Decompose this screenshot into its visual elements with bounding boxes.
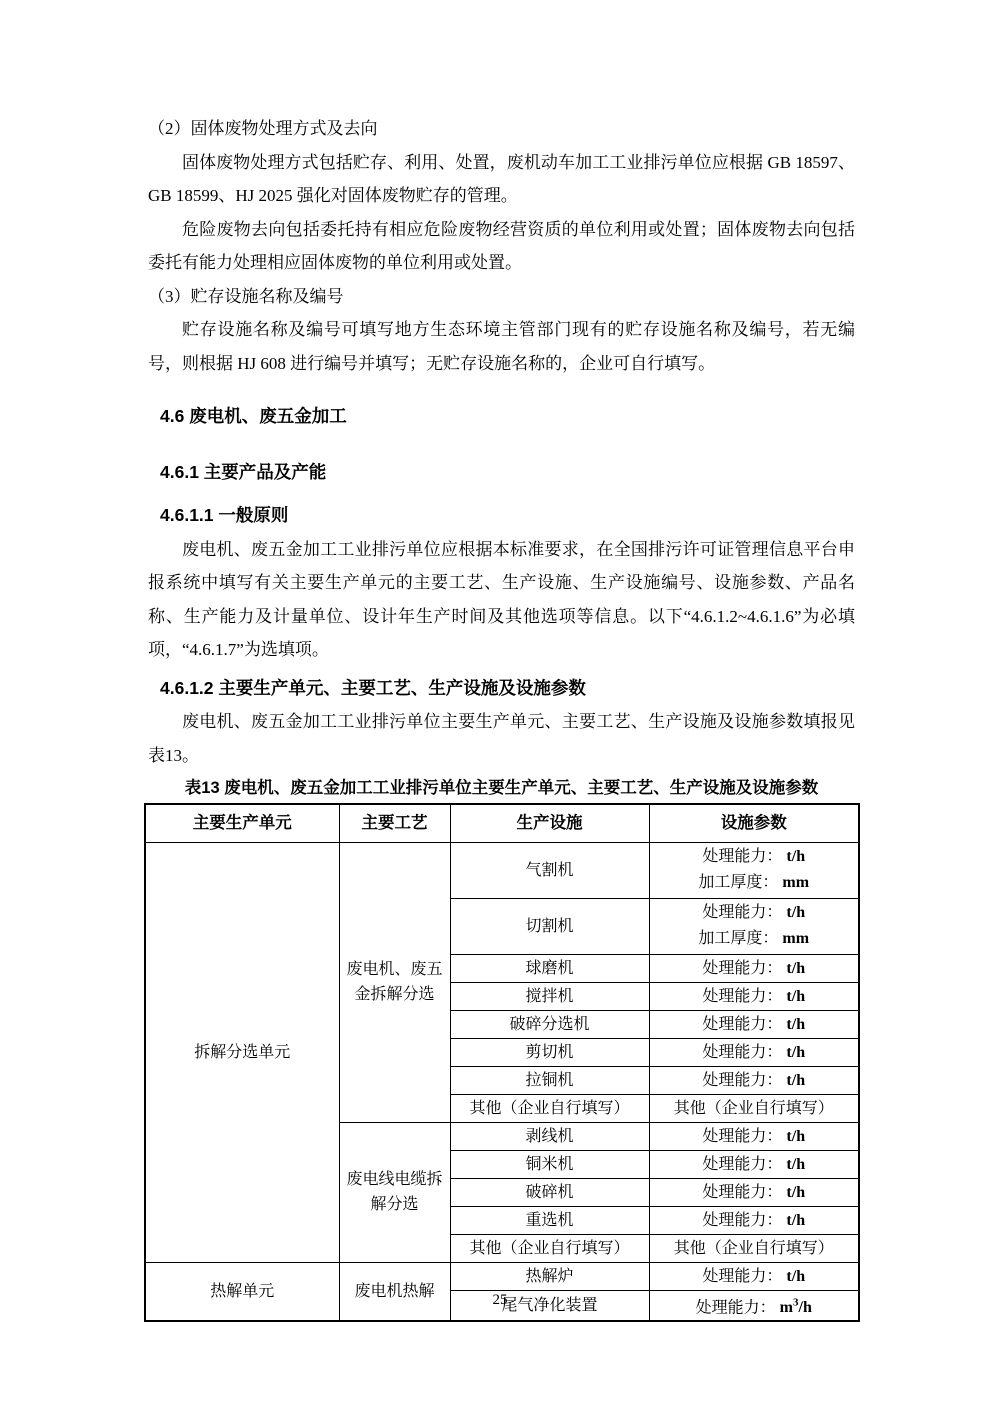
cell-params: 处理能力： t/h — [649, 1066, 859, 1094]
cell-params: 处理能力： t/h — [649, 1122, 859, 1150]
page-number: 25 — [492, 1292, 508, 1308]
cell-params: 处理能力： t/h 加工厚度： mm — [649, 898, 859, 954]
cell-device: 破碎分选机 — [450, 1010, 649, 1038]
cell-params: 处理能力： t/h — [649, 1038, 859, 1066]
table-row — [145, 842, 859, 898]
paragraph-general-principles: 废电机、废五金加工工业排污单位应根据本标准要求，在全国排污许可证管理信息平台申报系统中填写有关主要生产单元的主要工艺、生产设施、生产设施编号、设施参数、产品名称、生产能力及计量单位、设计年生产时间及其他选项等信息。以下“4.6.1.2~4.6.1.6”为必填项，“4.6.1.7”为选填项。 — [148, 539, 855, 659]
table-13-caption: 表13 废电机、废五金加工工业排污单位主要生产单元、主要工艺、生产设施及设施参数 — [184, 779, 819, 797]
cell-device: 气割机 — [450, 842, 649, 898]
cell-device: 重选机 — [450, 1206, 649, 1234]
heading-4-6-1: 4.6.1 主要产品及产能 — [160, 461, 327, 482]
cell-params: 处理能力： t/h — [649, 954, 859, 982]
heading-4-6: 4.6 废电机、废五金加工 — [160, 406, 347, 426]
cell-params: 处理能力： t/h 加工厚度： mm — [649, 842, 859, 898]
cell-process-motor-pyrolysis: 废电机热解 — [339, 1262, 450, 1321]
paragraph-hazardous-waste: 危险废物去向包括委托持有相应危险废物经营资质的单位利用或处置；固体废物去向包括委托有能力处理相应固体废物的单位利用或处置。 — [148, 219, 855, 272]
heading-4-6-1-1: 4.6.1.1 一般原则 — [160, 505, 289, 525]
header-production-unit: 主要生产单元 — [145, 804, 339, 842]
cell-unit-dismantle-sort: 拆解分选单元 — [145, 842, 339, 1262]
cell-device: 球磨机 — [450, 954, 649, 982]
cell-params: 处理能力： t/h — [649, 1010, 859, 1038]
heading-4-6-1-2: 4.6.1.2 主要生产单元、主要工艺、生产设施及设施参数 — [160, 677, 586, 698]
header-production-facility: 生产设施 — [450, 804, 649, 842]
cell-params: 处理能力： t/h — [649, 1206, 859, 1234]
cell-process-motor-hardware: 废电机、废五金拆解分选 — [339, 842, 450, 1122]
header-main-process: 主要工艺 — [339, 804, 450, 842]
cell-params: 其他（企业自行填写） — [649, 1234, 859, 1262]
cell-device: 切割机 — [450, 898, 649, 954]
cell-params: 处理能力： t/h — [649, 1150, 859, 1178]
paragraph-table-intro: 废电机、废五金加工工业排污单位主要生产单元、主要工艺、生产设施及设施参数填报见表13。 — [148, 712, 855, 765]
cell-unit-pyrolysis: 热解单元 — [145, 1262, 339, 1321]
table-row — [145, 1262, 859, 1290]
cell-device: 剪切机 — [450, 1038, 649, 1066]
header-facility-params: 设施参数 — [649, 804, 859, 842]
paragraph-solid-waste-disposal: 固体废物处理方式包括贮存、利用、处置，废机动车加工工业排污单位应根据 GB 18597、GB 18599、HJ 2025 强化对固体废物贮存的管理。 — [148, 152, 855, 205]
cell-device: 剥线机 — [450, 1122, 649, 1150]
cell-device: 热解炉 — [450, 1262, 649, 1290]
item-2-title: （2）固体废物处理方式及去向 — [148, 119, 378, 138]
cell-params: 处理能力： $m^3/h$ — [649, 1290, 859, 1321]
paragraph-storage-facility: 贮存设施名称及编号可填写地方生态环境主管部门现有的贮存设施名称及编号，若无编号，则根据 HJ 608 进行编号并填写；无贮存设施名称的，企业可自行填写。 — [148, 320, 855, 373]
cell-device: 尾气净化装置 — [450, 1290, 649, 1321]
cell-process-wire-cable: 废电线电缆拆解分选 — [339, 1122, 450, 1262]
cell-device: 其他（企业自行填写） — [450, 1234, 649, 1262]
cell-params: 处理能力： t/h — [649, 1178, 859, 1206]
cell-params: 处理能力： t/h — [649, 982, 859, 1010]
cell-params: 其他（企业自行填写） — [649, 1094, 859, 1122]
table-header-row — [145, 804, 859, 842]
cell-device: 拉铜机 — [450, 1066, 649, 1094]
cell-device: 铜米机 — [450, 1150, 649, 1178]
cell-device: 搅拌机 — [450, 982, 649, 1010]
table-13 — [144, 803, 860, 1322]
cell-params: 处理能力： t/h — [649, 1262, 859, 1290]
item-3-title: （3）贮存设施名称及编号 — [148, 286, 344, 306]
cell-device: 破碎机 — [450, 1178, 649, 1206]
cell-device: 其他（企业自行填写） — [450, 1094, 649, 1122]
